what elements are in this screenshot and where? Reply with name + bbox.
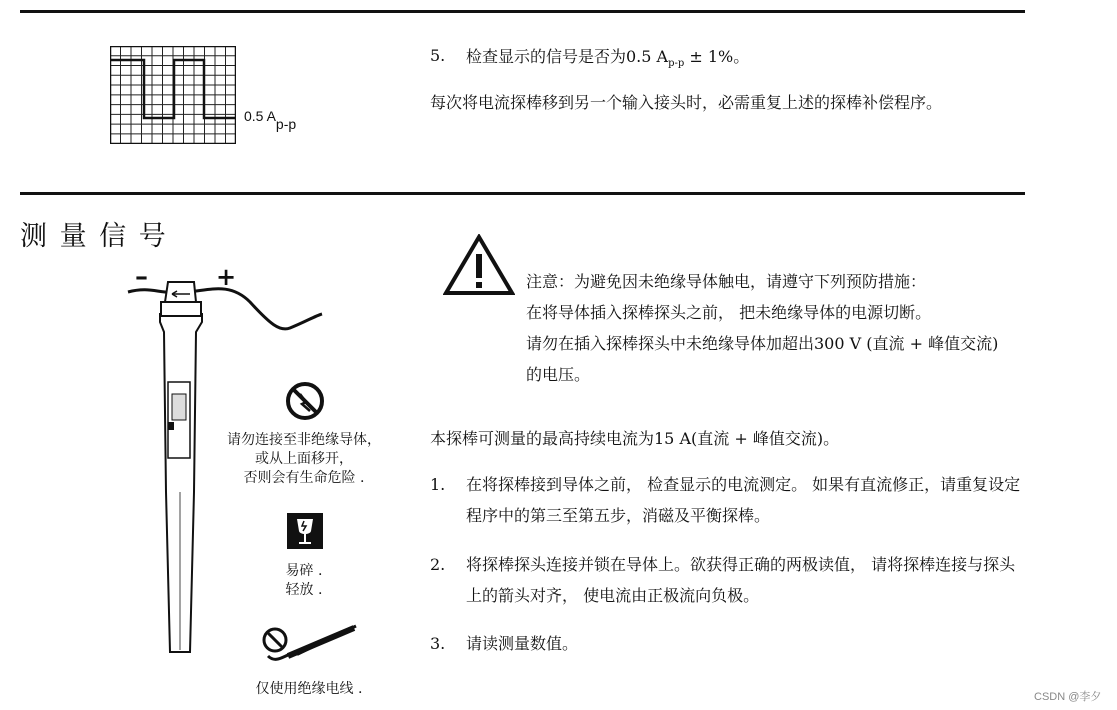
step3-text: 请读测量数值。 [466,634,579,653]
watermark: CSDN @李夕 [1034,691,1102,703]
waveform-label: 0.5 $A_{p-p}$ [244,108,297,132]
fragile-glass-icon [287,513,323,549]
insulated-only-warning: 仅使用绝缘电线 . [255,681,363,697]
insulated-wire-icon [258,624,358,668]
section-title: 测 量 信 号 [20,221,168,252]
caution-line: 请勿在插入探棒探头中未绝缘导体加超出300 V (直流 + 峰值交流) [526,334,999,353]
warning-triangle-icon [443,234,515,296]
step5-text: 检查显示的信号是否为0.5 $A_{p-p} \pm 1\%$。 [466,47,750,70]
step2-text: 将探棒探头连接并锁在导体上。欲获得正确的两极读值， 请将探棒连接与探头上的箭头对齐， 使电流由正极流向负极。 [466,555,1016,605]
step1-number: 1. [430,475,446,494]
minus-label: – [135,262,148,292]
caution-line: 的电压。 [526,365,591,384]
step5-number: 5. [430,46,446,65]
plus-label: + [216,262,237,291]
step2-number: 2. [430,555,446,574]
caution-line: 在将导体插入探棒探头之前， 把未绝缘导体的电源切断。 [526,303,932,322]
section-divider [20,192,1025,195]
no-bare-conductor-warning: 请勿连接至非绝缘导体， 或从上面移开， 否则会有生命危险 . [227,432,381,486]
caution-line: 注意：为避免因未绝缘导体触电，请遵守下列预防措施： [526,272,927,291]
step1-text: 在将探棒接到导体之前， 检查显示的电流测定。 如果有直流修正，请重复设定程序中的第三至第五步，消磁及平衡探棒。 [466,475,1021,525]
max-current-note: 本探棒可测量的最高持续电流为15 A(直流 + 峰值交流)。 [430,429,840,448]
top-divider [20,10,1025,13]
no-bare-conductor-icon [284,380,326,422]
fragile-warning: 易碎 . 轻放 . [285,563,323,598]
waveform-grid [110,46,236,144]
step3-number: 3. [430,634,446,653]
repeat-note: 每次将电流探棒移到另一个输入接头时，必需重复上述的探棒补偿程序。 [430,93,943,112]
caution-block [526,266,1046,390]
square-wave [110,60,236,118]
